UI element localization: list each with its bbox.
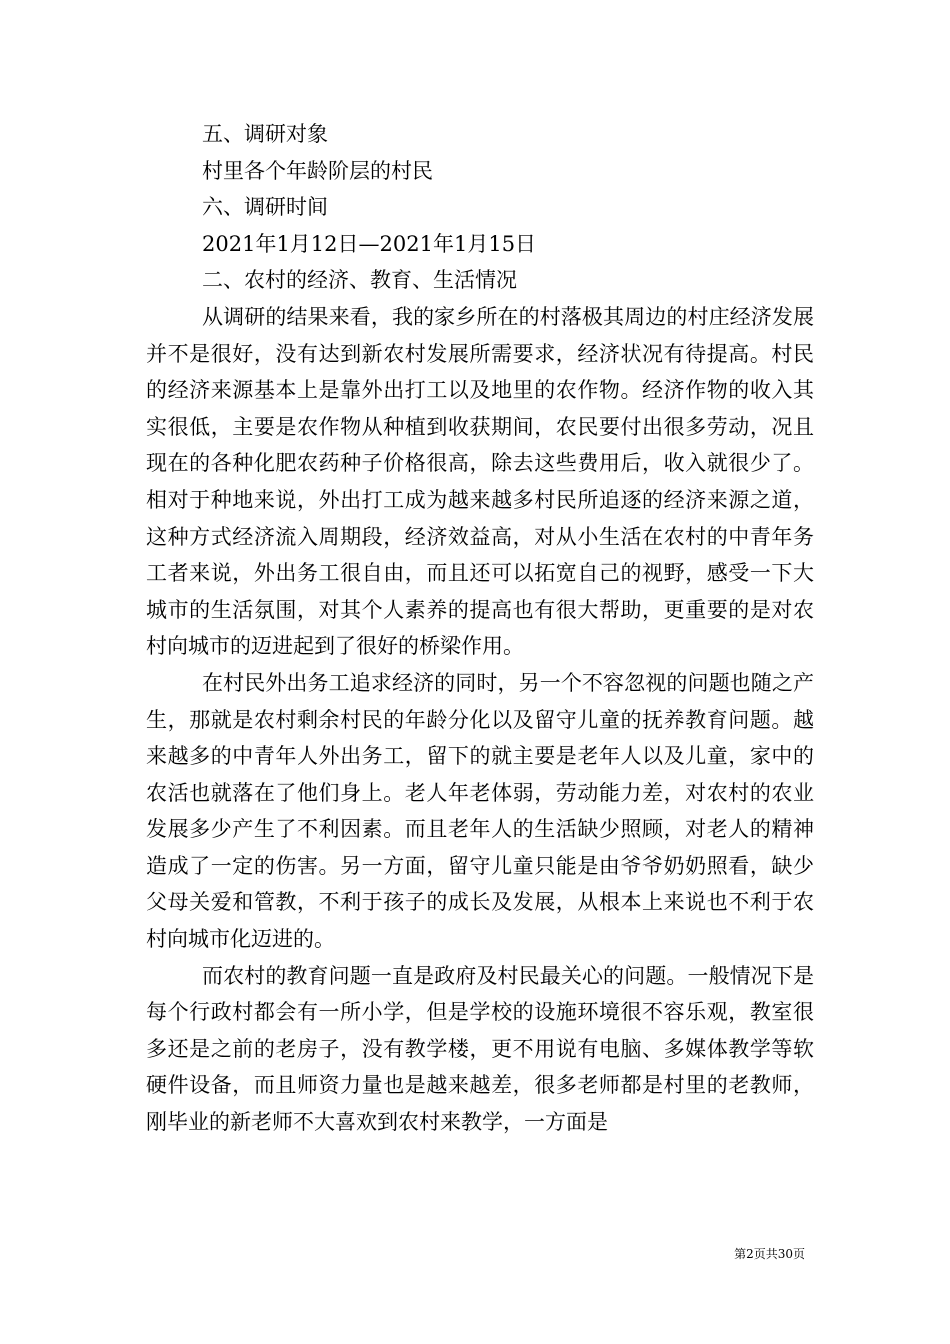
paragraph-left-behind: 在村民外出务工追求经济的同时，另一个不容忽视的问题也随之产生，那就是农村剩余村民的年龄分化以及留守儿童的抚养教育问题。越来越多的中青年人外出务工，留下的就主要是老年人以及儿童，家中的农活也就落在了他们身上。老人年老体弱，劳动能力差，对农村的农业发展多少产生了不利因素。而且老年人的生活缺少照顾，对老人的精神造成了一定的伤害。另一方面，留守儿童只能是由爷爷奶奶照看，缺少父母关爱和管教，不利于孩子的成长及发展，从根本上来说也不利于农村向城市化迈进的。	[146, 670, 814, 952]
section-heading-research-subjects: 五、调研对象	[202, 122, 328, 146]
document-body	[146, 116, 814, 1141]
paragraph-economy: 从调研的结果来看，我的家乡所在的村落极其周边的村庄经济发展并不是很好，没有达到新农村发展所需要求，经济状况有待提高。村民的经济来源基本上是靠外出打工以及地里的农作物。经济作物的收入其实很低，主要是农作物从种植到收获期间，农民要付出很多劳动，况且现在的各种化肥农药种子价格很高，除去这些费用后，收入就很少了。相对于种地来说，外出打工成为越来越多村民所追逐的经济来源之道，这种方式经济流入周期段，经济效益高，对从小生活在农村的中青年务工者来说，外出务工很自由，而且还可以拓宽自己的视野，感受一下大城市的生活氛围，对其个人素养的提高也有很大帮助，更重要的是对农村向城市的迈进起到了很好的桥梁作用。	[146, 304, 814, 659]
page-number-footer: 第2页共30页	[734, 1247, 805, 1261]
section-heading-research-time: 六、调研时间	[202, 195, 328, 220]
research-time-text: 2021年1月12日—2021年1月15日	[202, 231, 537, 256]
section-heading-rural-conditions: 二、农村的经济、教育、生活情况	[202, 268, 517, 293]
paragraph-education: 而农村的教育问题一直是政府及村民最关心的问题。一般情况下是每个行政村都会有一所小学，但是学校的设施环境很不容乐观，教室很多还是之前的老房子，没有教学楼，更不用说有电脑、多媒体教学等软硬件设备，而且师资力量也是越来越差，很多老师都是村里的老教师，刚毕业的新老师不大喜欢到农村来教学，一方面是	[146, 963, 814, 1135]
research-subjects-text: 村里各个年龄阶层的村民	[202, 158, 433, 183]
